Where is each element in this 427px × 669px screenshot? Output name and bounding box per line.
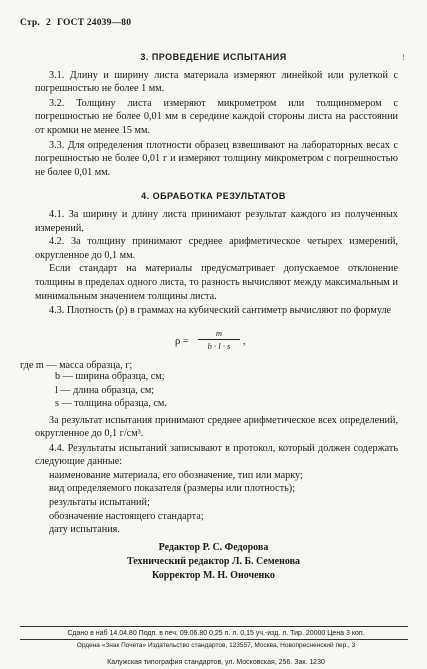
footer-printer-line [20,651,412,669]
paragraph-4-1: 4.1. За ширину и длину листа принимают результат каждого из полученных измерений. [35,209,398,234]
formula-numerator: m [198,328,240,340]
formula-tail: , [243,335,246,347]
formula-fraction [198,328,240,351]
list-item: дату испытания. [49,524,120,536]
paragraph-3-1: 3.1. Длину и ширину листа материала измеряют линейкой или рулеткой с погрешностью не более 1 мм. [35,69,398,95]
list-item: вид определяемого показателя (размеры или плотность); [49,483,296,495]
formula-lhs: ρ = [175,335,189,347]
footer-print-info: Сдано в наб 14.04.80 Подп. в печ. 09.06.80 0,25 п. л. 0,15 уч.-изд. л. Тир. 20000 Цена 3 коп. [67,630,365,637]
list-item: результаты испытаний; [49,496,150,508]
paragraph-4-3: 4.3. Плотность (ρ) в граммах на кубический сантиметр вычисляют по формуле [49,305,392,317]
footer-publisher [20,641,412,651]
section-4-title: 4. ОБРАБОТКА РЕЗУЛЬТАТОВ [141,191,286,201]
where-intro: где m — масса образца, г; [20,359,133,371]
where-b: b — ширина образца, см; [55,371,165,383]
paragraph-4-2: 4.2. За толщину принимают среднее арифметическое четырех измерений, округленное до 0,1 мм. [35,236,398,261]
tech-editor-credit: Технический редактор Л. Б. Семенова [126,556,300,568]
margin-mark: ! [402,53,405,62]
paragraph-3-2: 3.2. Толщину листа измеряют микрометром или толщиномером с погрешностью не более 0,01 мм в середине каждой стороны листа на расстоянии от кромки не менее 15 мм. [35,97,398,136]
footer-rule-bottom [20,639,408,640]
footer-rule-top [20,626,408,627]
paragraph-4-2-note: Если стандарт на материалы предусматривает допускаемое отклонение толщины в пределах одного листа, то разность вычисляют между максимальным и минимальным значением толщины листа. [35,263,398,302]
proofreader-credit: Корректор М. Н. Оноченко [152,570,275,582]
editor-credit: Редактор Р. С. Федорова [158,542,269,554]
printer-line: Калужская типография стандартов, ул. Московская, 256. Зак. 1230 [107,659,325,666]
page-label: Стр. [20,18,40,28]
credits [0,541,427,583]
section-3-title: 3. ПРОВЕДЕНИЕ ИСПЫТАНИЯ [140,51,287,62]
result-paragraph: За результат испытания принимают среднее арифметическое всех определений, округленное до 0,1 г/см³. [35,414,398,440]
formula-denominator: b · l · s [207,340,231,351]
publisher-line: Ордена «Знак Почета» Издательство стандартов, 123557, Москва, Новопресненский пер., 3 [76,642,356,649]
page-header [20,18,131,28]
list-item: обозначение настоящего стандарта; [49,510,204,522]
page-number: 2 [45,18,51,28]
standard-code: ГОСТ 24039—80 [56,18,132,28]
paragraph-3-3: 3.3. Для определения плотности образец взвешивают на лабораторных весах с погрешностью не более 0,01 г и измеряют толщину микрометром с погрешностью не более 0,01 мм. [35,139,398,178]
where-l: l — длина образца, см; [55,384,155,396]
where-s: s — толщина образца, см. [55,398,167,410]
paragraph-4-4: 4.4. Результаты испытаний записывают в протокол, который должен содержать следующие данные: [35,442,398,468]
list-item: наименование материала, его обозначение, тип или марку; [49,469,303,481]
